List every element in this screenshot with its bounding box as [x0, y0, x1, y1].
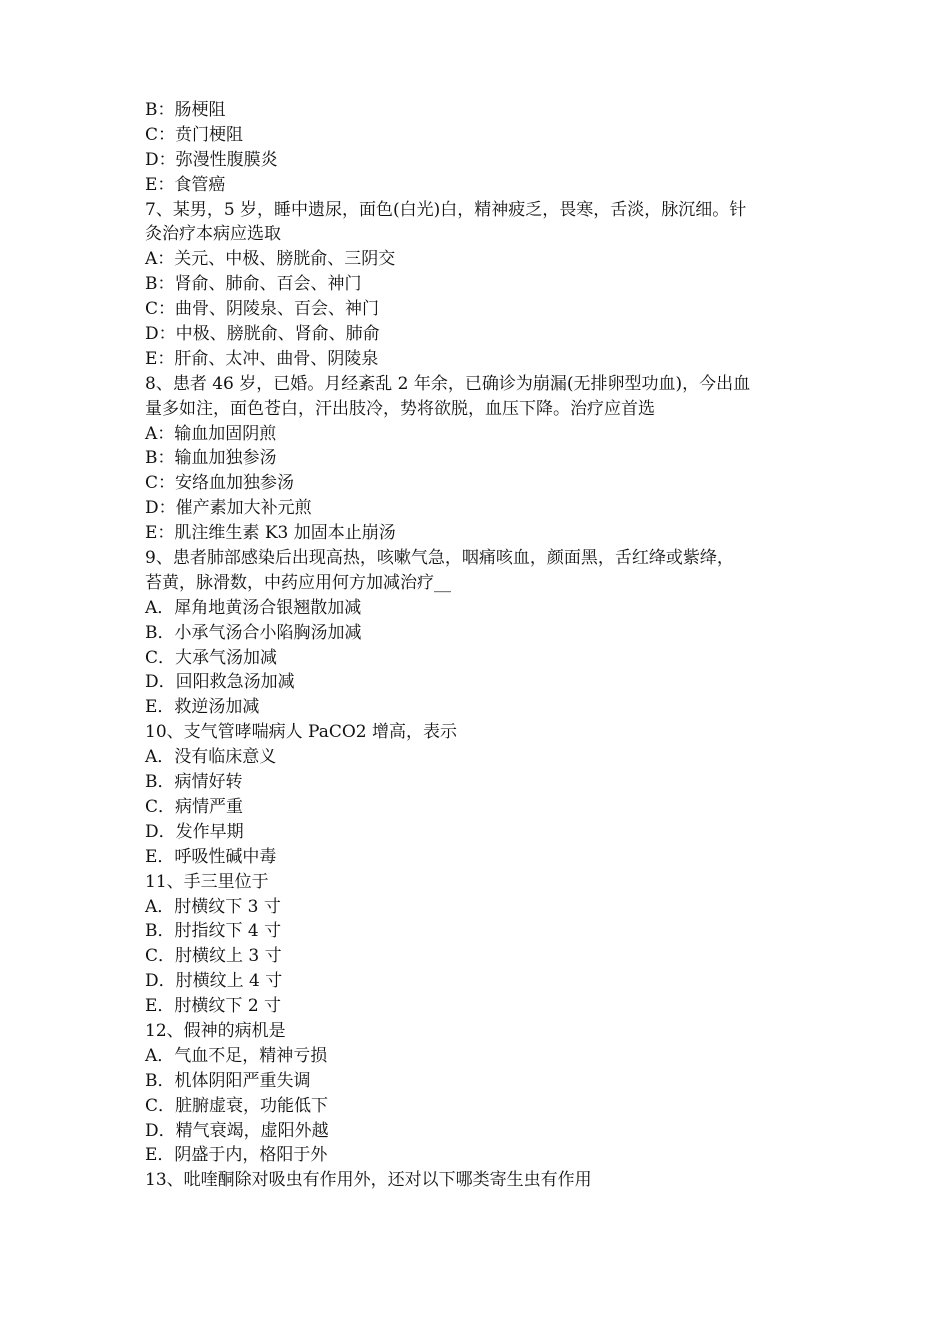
question-line: 10、支气管哮喘病人 PaCO2 增高，表示: [145, 722, 458, 743]
question-line: 量多如注，面色苍白，汗出肢冷，势将欲脱，血压下降。治疗应首选: [145, 398, 655, 419]
option-line: C．肘横纹上 3 寸: [145, 946, 282, 967]
option-line: C．病情严重: [145, 796, 244, 817]
option-line: D：催产素加大补元煎: [145, 498, 312, 519]
question-line: 8、患者 46 岁，已婚。月经紊乱 2 年余，已确诊为崩漏(无排卵型功血)，今出血: [145, 373, 751, 394]
option-line: B：肾俞、肺俞、百会、神门: [145, 274, 362, 295]
option-line: D．回阳救急汤加减: [145, 672, 295, 693]
question-line: 7、某男，5 岁，睡中遗尿，面色(白光)白，精神疲乏，畏寒，舌淡，脉沉细。针: [145, 199, 747, 220]
option-line: B．病情好转: [145, 772, 243, 793]
option-line: B．肘指纹下 4 寸: [145, 921, 282, 942]
option-line: E．肘横纹下 2 寸: [145, 996, 282, 1017]
option-line: B．小承气汤合小陷胸汤加减: [145, 622, 362, 643]
question-line: 9、患者肺部感染后出现高热，咳嗽气急，咽痛咳血，颜面黑，舌红绛或紫绛，: [145, 548, 734, 569]
option-line: A：关元、中极、膀胱俞、三阴交: [145, 249, 396, 270]
option-line: E：肝俞、太冲、曲骨、阴陵泉: [145, 348, 379, 369]
option-line: C．大承气汤加减: [145, 647, 278, 668]
option-line: D．精气衰竭，虚阳外越: [145, 1120, 329, 1141]
option-line: E．呼吸性碱中毒: [145, 846, 277, 867]
option-line: B：输血加独参汤: [145, 448, 277, 469]
option-line: A：输血加固阴煎: [145, 423, 277, 444]
option-line: C．脏腑虚衰，功能低下: [145, 1095, 329, 1116]
option-line: D：中极、膀胱俞、肾俞、肺俞: [145, 324, 380, 345]
option-line: D．肘横纹上 4 寸: [145, 971, 283, 992]
option-line: B：肠梗阻: [145, 100, 226, 120]
document-body: [145, 98, 825, 1193]
option-line: D：弥漫性腹膜炎: [145, 149, 278, 170]
question-line: 12、假神的病机是: [145, 1020, 286, 1041]
option-line: E：肌注维生素 K3 加固本止崩汤: [145, 523, 396, 544]
question-line: 11、手三里位于: [145, 871, 269, 892]
option-line: C：安络血加独参汤: [145, 473, 295, 494]
option-line: A．犀角地黄汤合银翘散加减: [145, 597, 362, 618]
option-line: E．救逆汤加减: [145, 697, 260, 718]
option-line: E．阴盛于内，格阳于外: [145, 1145, 328, 1166]
question-line: 13、吡喹酮除对吸虫有作用外，还对以下哪类寄生虫有作用: [145, 1170, 592, 1191]
question-line: 苔黄，脉滑数，中药应用何方加减治疗__: [145, 572, 451, 593]
option-line: D．发作早期: [145, 821, 244, 842]
option-line: B．机体阴阳严重失调: [145, 1070, 311, 1091]
option-line: C：曲骨、阴陵泉、百会、神门: [145, 299, 380, 320]
option-line: A．没有临床意义: [145, 747, 277, 768]
question-line: 灸治疗本病应选取: [145, 224, 281, 245]
option-line: E：食管癌: [145, 174, 226, 195]
option-line: A．气血不足，精神亏损: [145, 1045, 328, 1066]
option-line: A．肘横纹下 3 寸: [145, 896, 281, 917]
option-line: C：贲门梗阻: [145, 124, 244, 145]
